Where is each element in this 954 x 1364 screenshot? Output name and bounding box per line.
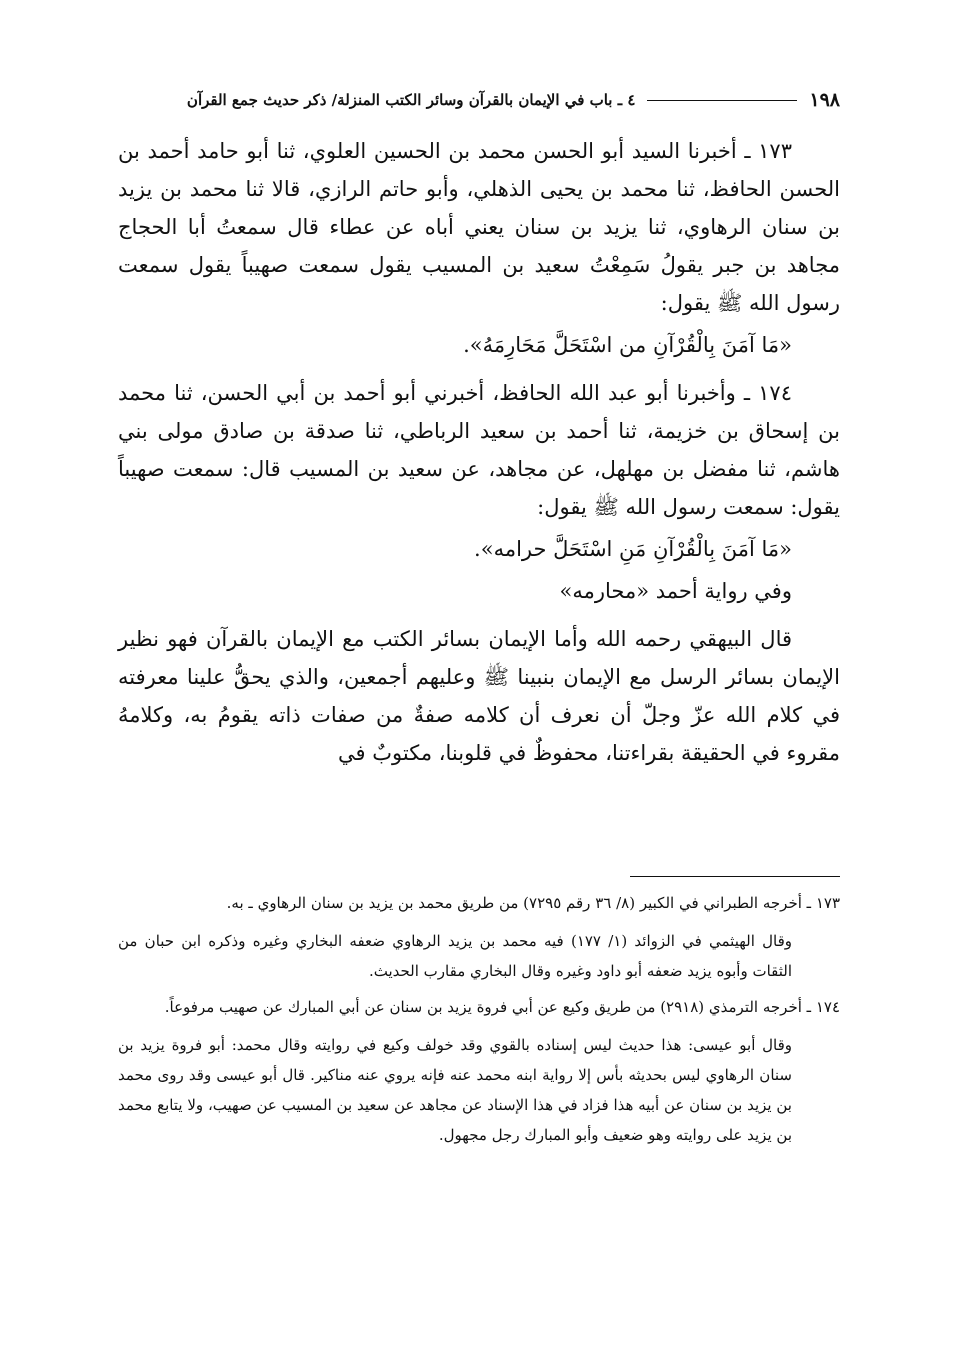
- page-number: ١٩٨: [809, 89, 840, 111]
- footnote-173: ١٧٣ ـ أخرجه الطبراني في الكبير (٨/ ٣٦ رقم ٧٢٩٥) من طريق محمد بن يزيد بن سنان الرهاوي ـ به.: [226, 894, 840, 912]
- bayhaqi-commentary: قال البيهقي رحمه الله وأما الإيمان بسائر الكتب مع الإيمان بالقرآن فهو نظير الإيمان بسائر الرسل مع الإيمان بنبينا ﷺ وعليهم أجمعين، والذي يحقُّ علينا معرفته في كلام الله عزّ وجلّ أن نعرف أن كلامه صفةٌ من صفات ذاته يقومُ به، وكلامهُ مقروء في الحقيقة بقراءتنا، محفوظٌ في قلوبنا، مكتوبٌ في: [118, 627, 840, 765]
- footnote-174: ١٧٤ ـ أخرجه الترمذي (٢٩١٨) من طريق وكيع عن أبي فروة يزيد بن سنان عن أبي المبارك عن صهيب مرفوعاً.: [164, 998, 840, 1016]
- main-text: [118, 132, 840, 772]
- hadith-174-variant: وفي رواية أحمد «محارمه»: [559, 579, 792, 603]
- hadith-173-quote: «مَا آمَنَ بِالْقُرْآنِ من اسْتَحَلَّ مَحَارِمَهُ».: [463, 333, 792, 357]
- footnote-174-commentary: وقال أبو عيسى: هذا حديث ليس إسناده بالقوي وقد خولف وكيع في روايته وقال محمد: أبو فروة يزيد بن سنان الرهاوي ليس بحديثه بأس إلا رواية ابنه محمد عنه فإنه يروي عنه مناكير. قال أبو عيسى وقد روى محمد بن يزيد بن سنان عن أبيه هذا فزاد في هذا الإسناد عن مجاهد عن سعيد بن المسيب عن صهيب، ولا يتابع محمد بن يزيد على روايته وهو ضعيف وأبو المبارك رجل مجهول.: [118, 1036, 792, 1144]
- book-page: [118, 70, 840, 1290]
- footnote-173-commentary: وقال الهيثمي في الزوائد (١/ ١٧٧) فيه محمد بن يزيد الرهاوي ضعفه البخاري وغيره وذكره ابن حبان من الثقات وأبوه يزيد ضعفه أبو داود وغيره وقال البخاري مقارب الحديث.: [118, 932, 792, 980]
- hadith-174-quote: «مَا آمَنَ بِالْقُرْآنِ مَنِ اسْتَحَلَّ حرامه».: [474, 537, 792, 561]
- footnote-divider: [630, 876, 840, 877]
- running-title: ٤ ـ باب في الإيمان بالقرآن وسائر الكتب المنزلة/ ذكر حديث جمع القرآن: [186, 91, 636, 109]
- hadith-173-text: ١٧٣ ـ أخبرنا السيد أبو الحسن محمد بن الحسين العلوي، ثنا أبو حامد أحمد بن الحسن الحافظ، ثنا محمد بن يحيى الذهلي، وأبو حاتم الرازي، قالا ثنا محمد بن يزيد بن سنان الرهاوي، ثنا يزيد بن سنان يعني أباه عن عطاء قال سمعتُ أبا الحجاج مجاهد بن جبر يقولُ سَمِعْتُ سعيد بن المسيب يقول سمعت صهيباً يقول سمعت رسول الله ﷺ يقول:: [118, 139, 840, 315]
- footnotes: [118, 888, 840, 1150]
- page-header: [118, 84, 840, 116]
- header-rule: [647, 100, 797, 101]
- hadith-174-text: ١٧٤ ـ وأخبرنا أبو عبد الله الحافظ، أخبرني أبو أحمد بن أبي الحسن، ثنا محمد بن إسحاق بن خزيمة، ثنا أحمد بن سعيد الرباطي، ثنا صدقة بن صادق مولى بني هاشم، ثنا مفضل بن مهلهل، عن مجاهد، عن سعيد بن المسيب قال: سمعت صهيباً يقول: سمعت رسول الله ﷺ يقول:: [118, 381, 840, 519]
